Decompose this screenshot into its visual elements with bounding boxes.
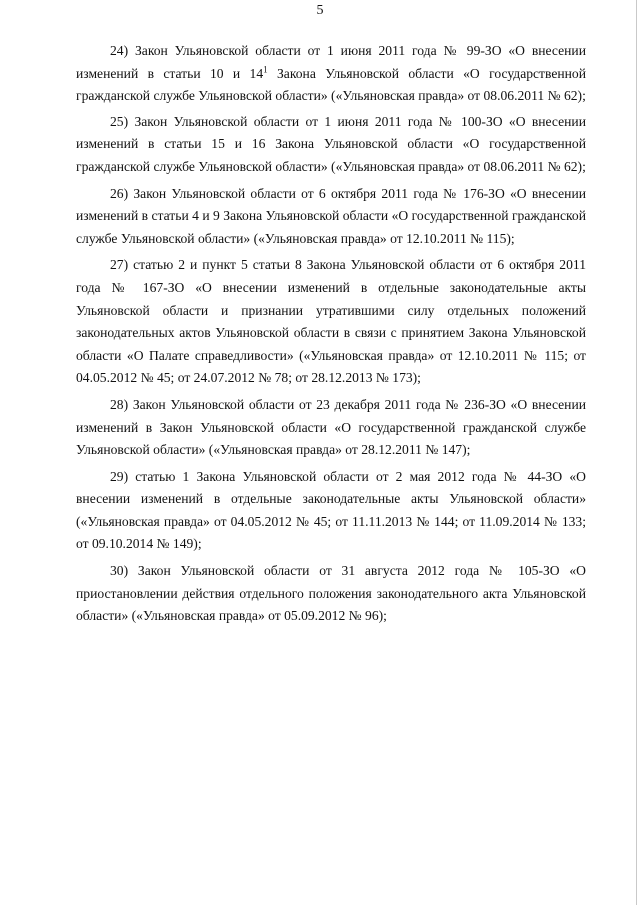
page-edge (636, 0, 637, 905)
list-item-29: 29) статью 1 Закона Ульяновской области от 2 мая 2012 года № 44-ЗО «О внесении изменений в отдельные законодательные акты Ульяновской области» («Ульяновская правда» от 04.05.2012 № 45; от 11.11.2013 № 144; от 11.09.2014 № 133; от 09.10.2014 № 149); (76, 468, 586, 552)
list-item-26: 26) Закон Ульяновской области от 6 октября 2011 года № 176-ЗО «О внесении изменений в статьи 4 и 9 Закона Ульяновской области «О государственной гражданской службе Ульяновской области» («Ульяновская правда» от 12.10.2011 № 115); (76, 185, 586, 246)
list-item-28: 28) Закон Ульяновской области от 23 декабря 2011 года № 236-ЗО «О внесении изменений в Закон Ульяновской области «О государственной гражданской службе Ульяновской области» («Ульяновская правда» от 28.12.2011 № 147); (76, 396, 586, 458)
superscript: 1 (263, 64, 268, 75)
document-body (76, 40, 586, 628)
list-item-30: 30) Закон Ульяновской области от 31 августа 2012 года № 105-ЗО «О приостановлении действия отдельного положения законодательного акта Ульяновской области» («Ульяновская правда» от 05.09.2012 № 96); (76, 563, 586, 624)
list-item-24-text-continued: Закона Ульяновской области «О государственной гражданской службе Ульяновской области» («Ульяновская правда» от 08.06.2011 № 62); (76, 65, 586, 104)
list-item-25: 25) Закон Ульяновской области от 1 июня 2011 года № 100-ЗО «О внесении изменений в статьи 15 и 16 Закона Ульяновской области «О государственной гражданской службе Ульяновской области» («Ульяновская правда» от 08.06.2011 № 62); (76, 113, 586, 174)
list-item-27: 27) статью 2 и пункт 5 статьи 8 Закона Ульяновской области от 6 октября 2011 года № 167-ЗО «О внесении изменений в отдельные законодательные акты Ульяновской области и признании утратившими силу отдельных положений законодательных актов Ульяновской области в связи с принятием Закона Ульяновской области «О Палате справедливости» («Ульяновская правда» от 12.10.2011 № 115; от 04.05.2012 № 45; от 24.07.2012 № 78; от 28.12.2013 № 173); (76, 257, 586, 386)
list-item-24 (76, 40, 586, 108)
page-number: 5 (316, 3, 324, 18)
list-item-24-text: 24) Закон Ульяновской области от 1 июня 2011 года № 99-ЗО «О внесении изменений в статьи 10 и 14 (76, 43, 586, 81)
